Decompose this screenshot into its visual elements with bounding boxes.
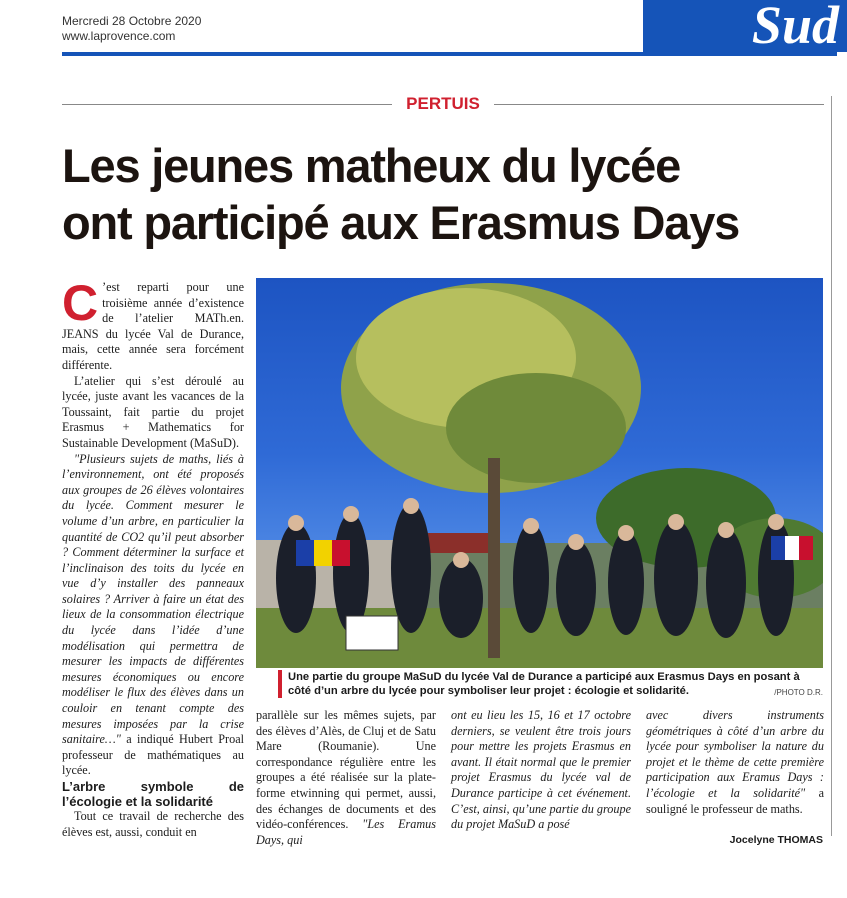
section-row <box>62 94 824 114</box>
author-signature: Jocelyne THOMAS <box>729 834 823 846</box>
paragraph-4-end <box>646 708 824 817</box>
paragraph-2: L’atelier qui s’est déroulé au lycée, juste avant les vacances de la Toussaint, fait partie du projet Erasmus + Mathematics for Sustainable Development (MaSuD). <box>62 373 244 450</box>
paragraph-4-continued <box>256 708 436 848</box>
photo-illustration <box>256 278 823 668</box>
website-url: www.laprovence.com <box>62 29 176 43</box>
paragraph-3 <box>62 452 244 779</box>
romanian-flag-icon <box>296 540 350 566</box>
photo-caption: Une partie du groupe MaSuD du lycée Val de Durance a participé aux Erasmus Days en posant à côté d’un arbre du lycée pour symboliser leur projet : écologie et solidarité. <box>288 671 800 697</box>
article-headline <box>62 137 832 251</box>
article-column-1 <box>62 275 244 840</box>
issue-date: Mercredi 28 Octobre 2020 <box>62 14 202 28</box>
headline-line-2: ont participé aux Erasmus Days <box>62 196 740 249</box>
paragraph-intro-text: ’est reparti pour une troisième année d’existence de l’atelier MATh.en. JEANS du lycée Val de Durance, mais, cette année sera forcément différente. <box>62 280 244 372</box>
article-column-4 <box>646 708 824 817</box>
tree-canopy-shadow <box>446 373 626 483</box>
header-rule <box>62 52 837 56</box>
brand-band <box>643 0 847 52</box>
article-column-2 <box>256 708 436 848</box>
section-rule-left <box>62 104 392 105</box>
french-flag-icon <box>771 536 813 560</box>
paragraph-4-attribution: a souligné le professeur de maths. <box>646 785 824 816</box>
paragraph-4-quote-end: avec divers instruments géométriques à côté d’un arbre du lycée pour symboliser la nature du projet et le thème de cette première participation aux Eramus Days : l’écologie et la solidarité" <box>646 708 824 800</box>
brand-logo-text: Sud <box>751 0 839 52</box>
photo-credit: /PHOTO D.R. <box>774 688 823 697</box>
paragraph-4-start: Tout ce travail de recherche des élèves est, aussi, conduit en <box>62 809 244 839</box>
article-photo <box>256 278 823 668</box>
paragraph-4-text: parallèle sur les mêmes sujets, par des élèves d’Alès, de Cluj et de Satu Mare (Roumanie). Une correspondance régulière entre les groupes a été réalisée sur la plate-forme etwinning qui permet, aussi, des échanges de documents et des vidéo-conférences. <box>256 708 436 832</box>
paragraph-4-quote: "Les Eramus Days, qui <box>256 817 436 847</box>
project-sign <box>346 616 398 650</box>
tree-trunk <box>488 458 500 658</box>
subheading: L’arbre symbole de l’écologie et la solidarité <box>62 779 244 809</box>
header-date-block <box>62 14 201 44</box>
section-rule-right <box>494 104 824 105</box>
caption-accent <box>278 670 282 698</box>
paragraph-intro <box>62 275 244 374</box>
quote-attribution: a indiqué Hubert Proal professeur de mathématiques au lycée. <box>62 732 244 778</box>
section-label: PERTUIS <box>406 94 480 113</box>
article-column-3 <box>451 708 631 833</box>
drop-cap: C <box>62 275 99 331</box>
headline-line-1: Les jeunes matheux du lycée <box>62 139 681 192</box>
quote-text: "Plusieurs sujets de maths, liés à l’environnement, ont été proposés aux groupes de 26 élèves volontaires du lycée. Comment mesurer le volume d’un arbre, en particulier la quantité de CO2 qu’il peut absorber ? Comment déterminer la surface et l’inclinaison des toits du lycée en vue d’y installer des panneaux solaires ? Arriver à faire un état des lieux de la consommation électrique du lycée dans l’idée d’une modélisation qui permettra de mesurer les impacts de différentes mesures économiques ou encore modéliser le flux des élèves dans un couloir en tenant compte des mesures imposées par la crise sanitaire…" <box>62 451 244 747</box>
paragraph-4-quote-continued: ont eu lieu les 15, 16 et 17 octobre derniers, se veulent être trois jours pour mettre les projets Erasmus en avant. Il était normal que le premier projet Erasmus du lycée val de Durance participe à cet événement. C’est, ainsi, qu’une partie du groupe du projet MaSuD a posé <box>451 708 631 832</box>
